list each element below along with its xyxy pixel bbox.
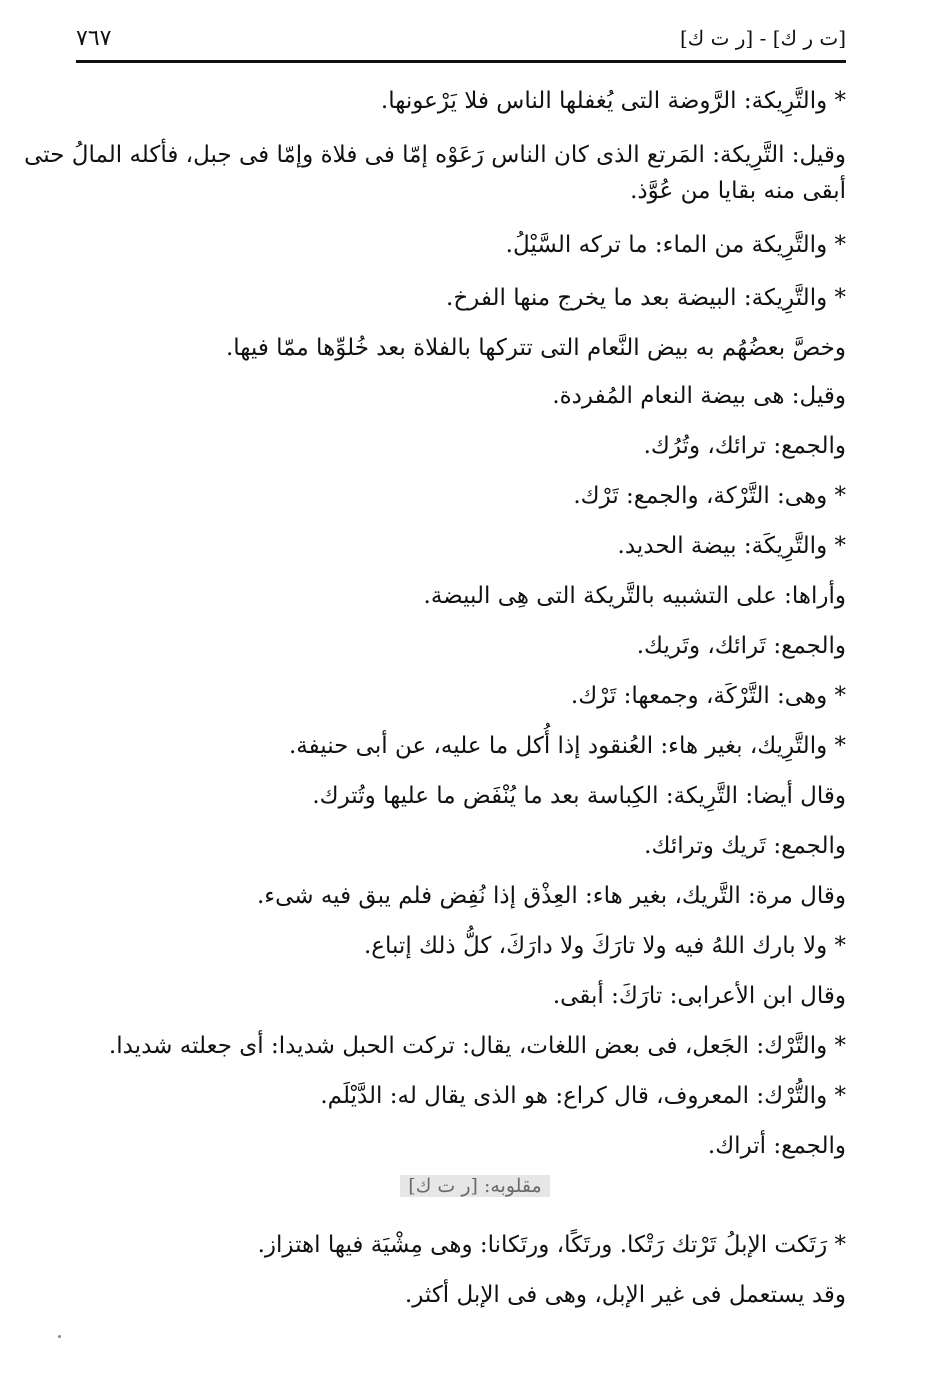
- text-line: وقال أيضا: التَّرِيكة: الكِباسة بعد ما يُنْفَض ما عليها وتُترك.: [312, 783, 846, 809]
- text-line: وأراها: على التشبيه بالتَّريكة التى هِى البيضة.: [423, 583, 846, 609]
- text-line: وقيل: التَّرِيكة: المَرتع الذى كان الناس رَعَوْه إمّا فى فلاة وإمّا فى جبل، فأكله المالُ حتى: [24, 142, 846, 168]
- text-line: * والتَّرِيكَة: بيضة الحديد.: [617, 533, 846, 559]
- subheading-text: مقلوبه: [ر ت ك]: [400, 1175, 549, 1197]
- text-line: * والتُّرْك: المعروف، قال كراع: هو الذى يقال له: الدَّيْلَم.: [320, 1083, 846, 1109]
- text-line: والجمع: أتراك.: [707, 1133, 846, 1159]
- root-label: [ت ر ك] - [ر ت ك]: [679, 26, 846, 50]
- text-line: وخصَّ بعضُهُم به بيض النَّعام التى تتركها بالفلاة بعد خُلوِّها ممّا فيها.: [225, 335, 846, 361]
- text-line: * وهى: التَّرْكة، والجمع: تَرْك.: [573, 483, 846, 509]
- margin-mark: [58, 1335, 61, 1338]
- text-line: * والتَّرْك: الجَعل، فى بعض اللغات، يقال: تركت الحبل شديدا: أى جعلته شديدا.: [108, 1033, 846, 1059]
- text-line: وقد يستعمل فى غير الإبل، وهى فى الإبل أكثر.: [404, 1282, 846, 1308]
- text-line: * والتَّرِيكة: الرَّوضة التى يُغفلها الناس فلا يَرْعونها.: [380, 88, 846, 114]
- text-line: والجمع: ترائك، وتُرُك.: [643, 433, 846, 459]
- page-number: ٧٦٧: [76, 26, 112, 51]
- text-line: * والتَّرِيكة من الماء: ما تركه السَّيْلُ.: [505, 232, 846, 258]
- text-line: * ولا بارك اللهُ فيه ولا تارَكَ ولا دارَكَ، كلُّ ذلك إتباع.: [363, 933, 846, 959]
- text-line: وقال مرة: التَّريك، بغير هاء: العِذْق إذا نُفِض فلم يبق فيه شىء.: [256, 883, 846, 909]
- text-line: وقيل: هى بيضة النعام المُفردة.: [552, 383, 846, 409]
- text-line: * والتَّرِيكة: البيضة بعد ما يخرج منها الفرخ.: [446, 285, 846, 311]
- text-line: * والتَّرِيك، بغير هاء: العُنقود إذا أُكل ما عليه، عن أبى حنيفة.: [289, 733, 846, 759]
- header-rule: [76, 60, 846, 63]
- text-line: والجمع: تَريك وترائك.: [644, 833, 846, 859]
- text-line: * وهى: التَّرْكَة، وجمعها: تَرْك.: [570, 683, 846, 709]
- page-header: [76, 22, 846, 62]
- text-line: والجمع: تَرائك، وتَريك.: [636, 633, 846, 659]
- text-line: وقال ابن الأعرابى: تارَكَ: أبقى.: [552, 983, 846, 1009]
- text-line: * رَتَكت الإبلُ تَرْتك رَتْكا. ورتَكًا، ورتَكانا: وهى مِشْيَة فيها اهتزاز.: [257, 1232, 846, 1258]
- text-line: أبقى منه بقايا من عُوَّذ.: [630, 178, 846, 204]
- section-subheading: [360, 1175, 590, 1197]
